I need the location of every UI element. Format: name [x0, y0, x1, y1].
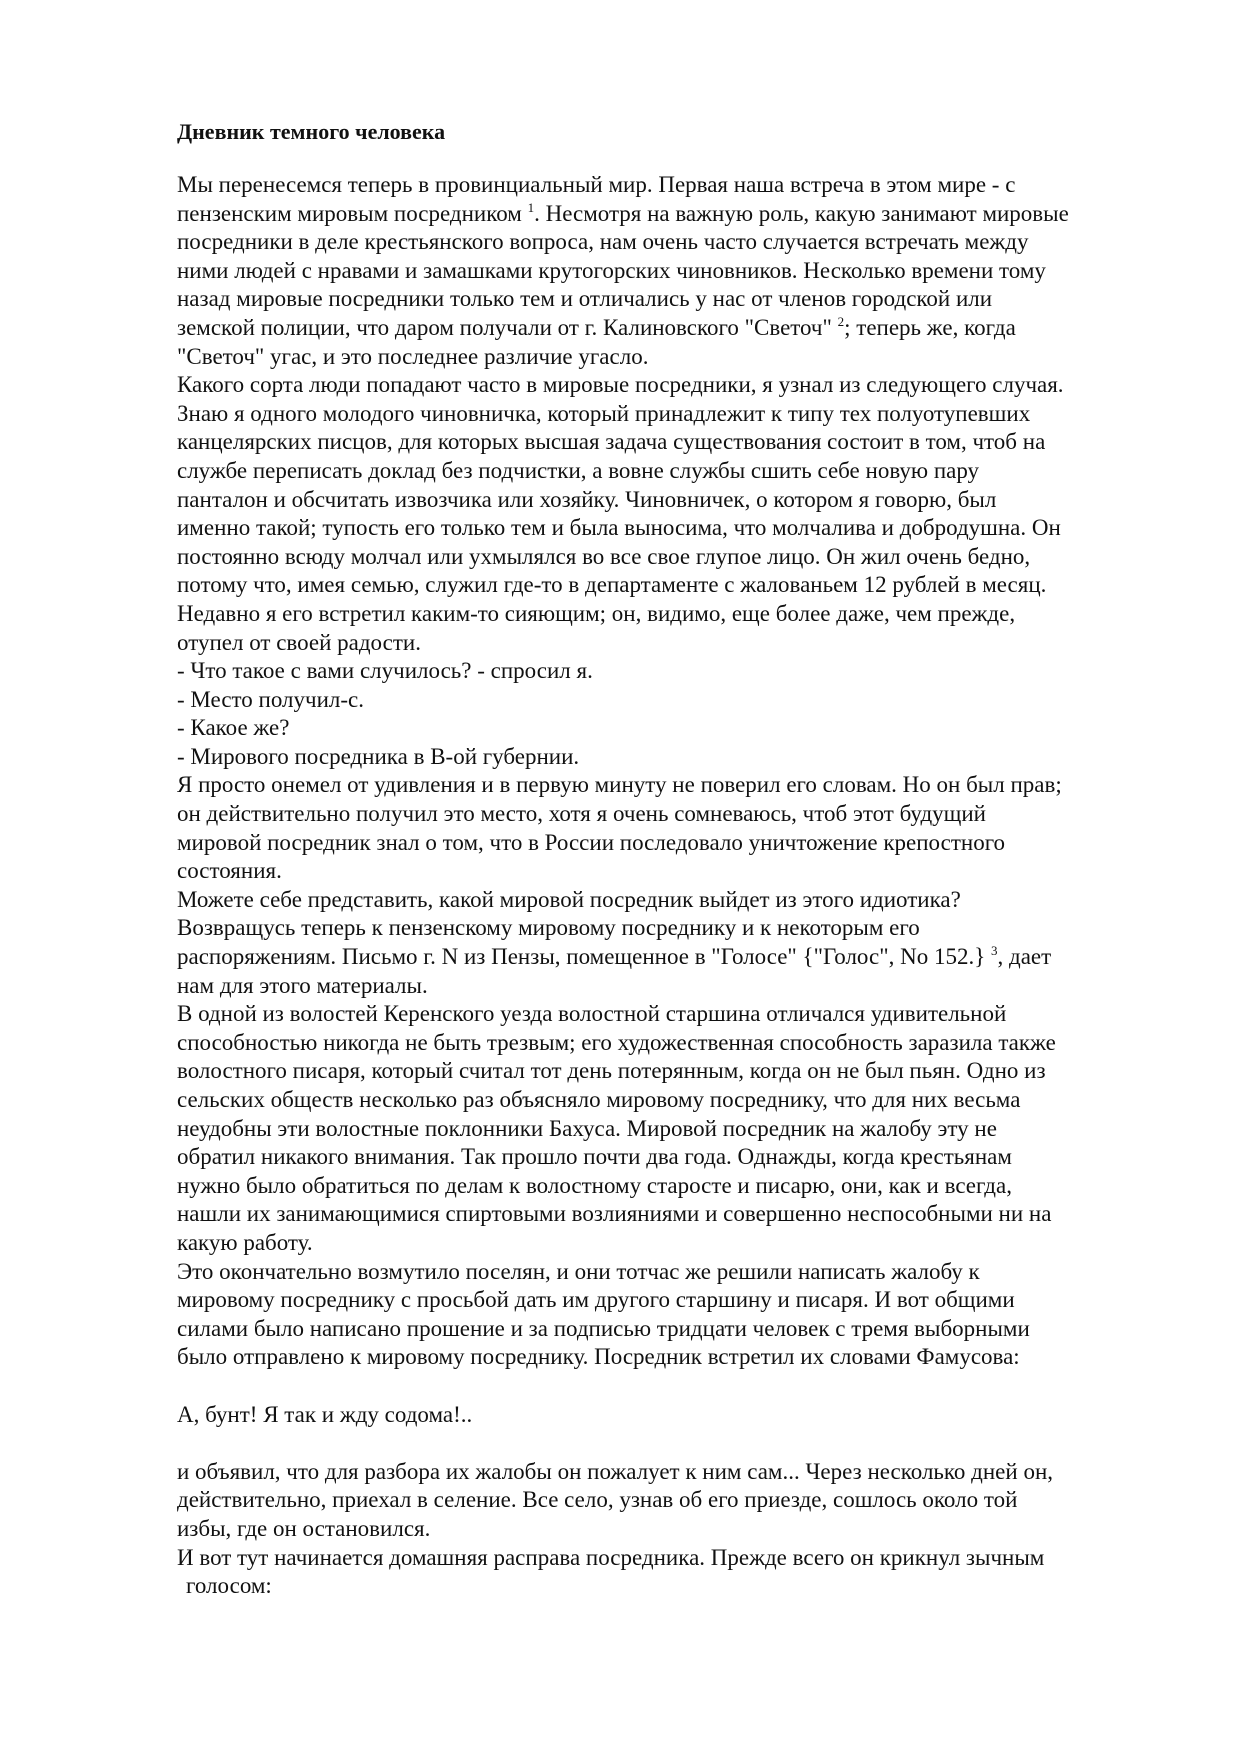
- text-line: посредники в деле крестьянского вопроса, нам очень часто случается встречать между: [177, 229, 1029, 255]
- text-line: нам для этого материалы.: [177, 972, 428, 998]
- text-line: нашли их занимающимися спиртовыми возлияниями и совершенно неспособными ни на: [177, 1201, 1052, 1227]
- text-line: мировому посреднику с просьбой дать им другого старшину и писаря. И вот общими: [177, 1287, 1015, 1313]
- text-line: канцелярских писцов, для которых высшая задача существования состоит в том, чтоб на: [177, 429, 1046, 455]
- text-line: Это окончательно возмутило поселян, и они тотчас же решили написать жалобу к: [177, 1258, 980, 1284]
- dialogue-line: - Мирового посредника в В-ой губернии.: [177, 743, 580, 769]
- text-line: нужно было обратиться по делам к волостному старосте и писарю, они, как и всегда,: [177, 1172, 1012, 1198]
- text-line: неудобны эти волостные поклонники Бахуса. Мировой посредник на жалобу эту не: [177, 1115, 997, 1141]
- text-line: избы, где он остановился.: [177, 1515, 431, 1541]
- text-line: Я просто онемел от удивления и в первую минуту не поверил его словам. Но он был прав;: [177, 772, 1062, 798]
- text-line: обратил никакого внимания. Так прошло почти два года. Однажды, когда крестьянам: [177, 1144, 1012, 1170]
- paragraph-gap: [177, 1429, 1187, 1458]
- text-line: потому что, имея семью, служил где-то в департаменте с жалованьем 12 рублей в месяц.: [177, 572, 1047, 598]
- verse-quote: А, бунт! Я так и жду содома!..: [177, 1401, 473, 1427]
- document-body: [177, 171, 1187, 1601]
- text-line: Недавно я его встретил каким-то сияющим; он, видимо, еще более даже, чем прежде,: [177, 600, 1016, 626]
- text-line: какую работу.: [177, 1229, 313, 1255]
- text-line: сельских обществ несколько раз объясняло мировому посреднику, что для них весьма: [177, 1087, 1021, 1112]
- dialogue-line: - Место получил-с.: [177, 686, 364, 712]
- text-fragment: , дает: [997, 944, 1052, 970]
- text-fragment: земской полиции, что даром получали от г. Калиновского "Светоч": [177, 314, 838, 340]
- text-line: назад мировые посредники только тем и отличались у нас от членов городской или: [177, 286, 993, 312]
- text-fragment: распоряжениям. Письмо г. N из Пензы, помещенное в "Голосе" {"Голос", No 152.}: [177, 944, 991, 970]
- text-fragment: пензенским мировым посредником: [177, 200, 528, 226]
- text-line: [177, 200, 1187, 229]
- text-line: волостного писаря, который считал тот день потерянным, когда он не был пьян. Одно из: [177, 1058, 1046, 1084]
- text-fragment: . Несмотря на важную роль, какую занимают мировые: [534, 200, 1069, 226]
- text-line: действительно, приехал в селение. Все село, узнав об его приезде, сошлось около той: [177, 1487, 1018, 1513]
- text-line: было отправлено к мировому посреднику. Посредник встретил их словами Фамусова:: [177, 1344, 1020, 1370]
- text-line: "Светоч" угас, и это последнее различие угасло.: [177, 343, 649, 369]
- text-line: голосом:: [186, 1573, 272, 1599]
- footnote-ref-1[interactable]: 1: [527, 199, 535, 215]
- text-line: именно такой; тупость его только тем и была выносима, что молчалива и добродушна. Он: [177, 515, 1061, 541]
- text-line: постоянно всюду молчал или ухмылялся во все свое глупое лицо. Он жил очень бедно,: [177, 543, 1031, 569]
- document-page: [177, 118, 1187, 1601]
- text-line: И вот тут начинается домашняя расправа посредника. Прежде всего он крикнул зычным: [177, 1544, 1045, 1570]
- text-line: мировой посредник знал о том, что в России последовало уничтожение крепостного: [177, 829, 1006, 855]
- dialogue-line: - Что такое с вами случилось? - спросил я.: [177, 658, 593, 684]
- dialogue-line: - Какое же?: [177, 715, 290, 741]
- text-line: Можете себе представить, какой мировой посредник выйдет из этого идиотика?: [177, 886, 961, 912]
- text-line: состояния.: [177, 858, 282, 884]
- text-line: Возвращусь теперь к пензенскому мировому посреднику и к некоторым его: [177, 915, 920, 941]
- text-line: отупел от своей радости.: [177, 629, 421, 655]
- footnote-ref-3[interactable]: 3: [991, 943, 998, 959]
- text-line: Мы перенесемся теперь в провинциальный мир. Первая наша встреча в этом мире - с: [177, 172, 1016, 197]
- footnote-ref-2[interactable]: 2: [837, 313, 845, 329]
- text-line: [177, 943, 1187, 972]
- text-line: и объявил, что для разбора их жалобы он пожалует к ним сам... Через несколько дней он,: [177, 1458, 1053, 1484]
- text-line: панталон и обсчитать извозчика или хозяйку. Чиновничек, о котором я говорю, был: [177, 486, 997, 512]
- text-line: Знаю я одного молодого чиновничка, который принадлежит к типу тех полуотупевших: [177, 400, 1031, 426]
- text-line: способностью никогда не быть трезвым; его художественная способность заразила также: [177, 1029, 1056, 1055]
- text-line: Какого сорта люди попадают часто в мировые посредники, я узнал из следующего случая.: [177, 372, 1064, 398]
- text-line: службе переписать доклад без подчистки, а вовне службы сшить себе новую пару: [177, 457, 980, 483]
- text-line: он действительно получил это место, хотя я очень сомневаюсь, чтоб этот будущий: [177, 801, 986, 827]
- text-line: силами было написано прошение и за подписью тридцати человек с тремя выборными: [177, 1315, 1030, 1341]
- text-line: ними людей с нравами и замашками крутогорских чиновников. Несколько времени тому: [177, 257, 1046, 283]
- text-line: [177, 314, 1187, 343]
- text-line: В одной из волостей Керенского уезда волостной старшина отличался удивительной: [177, 1001, 1007, 1027]
- paragraph-gap: [177, 1372, 1187, 1401]
- text-fragment: ; теперь же, когда: [844, 314, 1016, 340]
- document-title: Дневник темного человека: [177, 119, 446, 144]
